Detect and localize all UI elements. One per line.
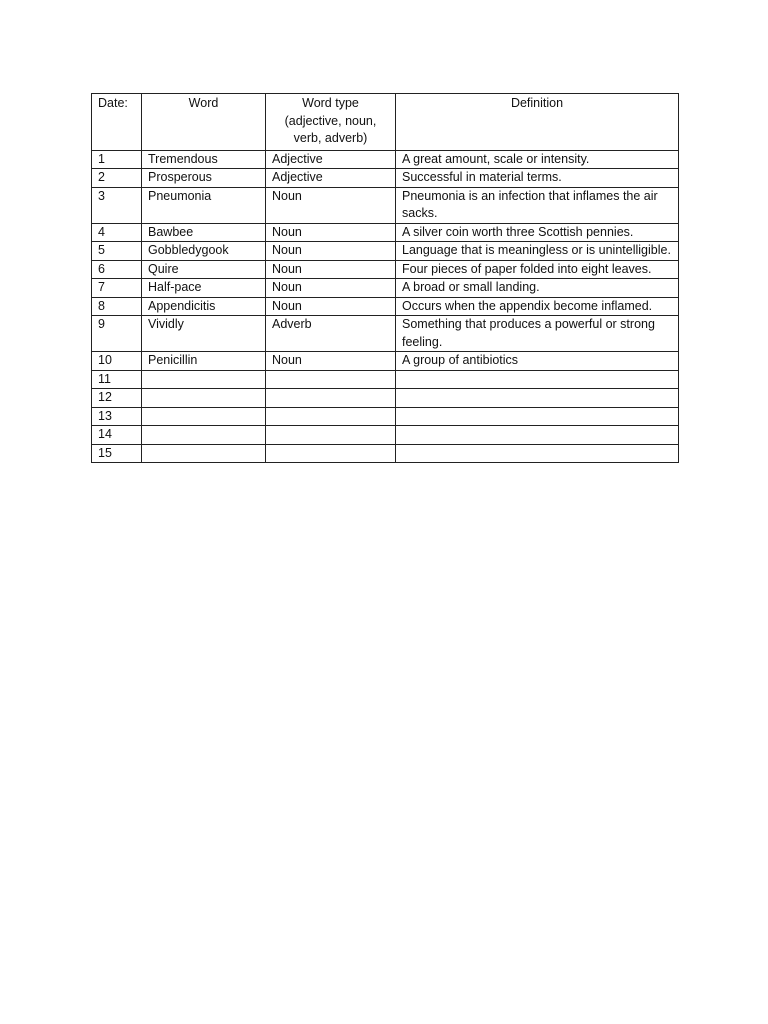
cell-definition: Language that is meaningless or is unintelligible. xyxy=(396,242,679,261)
cell-word-type: Noun xyxy=(266,352,396,371)
table-row xyxy=(92,260,679,279)
cell-date: 7 xyxy=(92,279,142,298)
cell-word xyxy=(142,444,266,463)
cell-date: 6 xyxy=(92,260,142,279)
cell-word-type xyxy=(266,407,396,426)
cell-date: 5 xyxy=(92,242,142,261)
cell-word-type xyxy=(266,389,396,408)
cell-date: 3 xyxy=(92,187,142,223)
table-row xyxy=(92,444,679,463)
cell-definition xyxy=(396,444,679,463)
cell-word-type: Noun xyxy=(266,223,396,242)
header-date: Date: xyxy=(92,94,142,151)
cell-date: 9 xyxy=(92,316,142,352)
cell-word-type xyxy=(266,370,396,389)
header-definition: Definition xyxy=(396,94,679,151)
cell-word-type: Noun xyxy=(266,279,396,298)
cell-word-type: Noun xyxy=(266,242,396,261)
cell-word xyxy=(142,407,266,426)
cell-date: 14 xyxy=(92,426,142,445)
cell-word: Prosperous xyxy=(142,169,266,188)
cell-definition xyxy=(396,407,679,426)
table-row xyxy=(92,370,679,389)
header-word: Word xyxy=(142,94,266,151)
cell-word-type xyxy=(266,444,396,463)
cell-word: Pneumonia xyxy=(142,187,266,223)
table-row xyxy=(92,389,679,408)
cell-date: 2 xyxy=(92,169,142,188)
cell-definition: A group of antibiotics xyxy=(396,352,679,371)
cell-word xyxy=(142,426,266,445)
table-row xyxy=(92,316,679,352)
header-word-type xyxy=(266,94,396,151)
cell-date: 4 xyxy=(92,223,142,242)
cell-word: Tremendous xyxy=(142,150,266,169)
cell-word-type: Adverb xyxy=(266,316,396,352)
cell-definition: Occurs when the appendix become inflamed. xyxy=(396,297,679,316)
table-row xyxy=(92,223,679,242)
table-row xyxy=(92,407,679,426)
table-row xyxy=(92,242,679,261)
cell-word: Gobbledygook xyxy=(142,242,266,261)
cell-word-type: Adjective xyxy=(266,169,396,188)
cell-date: 11 xyxy=(92,370,142,389)
cell-word-type: Adjective xyxy=(266,150,396,169)
cell-definition: A great amount, scale or intensity. xyxy=(396,150,679,169)
cell-date: 12 xyxy=(92,389,142,408)
cell-word: Bawbee xyxy=(142,223,266,242)
cell-definition: Four pieces of paper folded into eight leaves. xyxy=(396,260,679,279)
cell-word: Quire xyxy=(142,260,266,279)
cell-date: 8 xyxy=(92,297,142,316)
cell-definition: A broad or small landing. xyxy=(396,279,679,298)
header-word-type-line1: Word type xyxy=(302,96,359,110)
cell-definition: A silver coin worth three Scottish pennies. xyxy=(396,223,679,242)
cell-word: Half-pace xyxy=(142,279,266,298)
cell-definition: Pneumonia is an infection that inflames the air sacks. xyxy=(396,187,679,223)
vocabulary-table xyxy=(91,93,679,463)
cell-definition: Successful in material terms. xyxy=(396,169,679,188)
table-row xyxy=(92,279,679,298)
cell-word: Appendicitis xyxy=(142,297,266,316)
cell-word xyxy=(142,370,266,389)
cell-word: Vividly xyxy=(142,316,266,352)
header-word-type-line3: verb, adverb) xyxy=(293,131,368,145)
cell-word xyxy=(142,389,266,408)
cell-word: Penicillin xyxy=(142,352,266,371)
cell-definition: Something that produces a powerful or strong feeling. xyxy=(396,316,679,352)
cell-word-type: Noun xyxy=(266,260,396,279)
cell-definition xyxy=(396,370,679,389)
cell-word-type: Noun xyxy=(266,297,396,316)
table-row xyxy=(92,352,679,371)
cell-date: 10 xyxy=(92,352,142,371)
table-row xyxy=(92,297,679,316)
cell-date: 15 xyxy=(92,444,142,463)
table-row xyxy=(92,187,679,223)
cell-definition xyxy=(396,389,679,408)
cell-date: 1 xyxy=(92,150,142,169)
table-header-row xyxy=(92,94,679,151)
cell-date: 13 xyxy=(92,407,142,426)
table-row xyxy=(92,150,679,169)
cell-word-type: Noun xyxy=(266,187,396,223)
table-row xyxy=(92,169,679,188)
cell-definition xyxy=(396,426,679,445)
header-word-type-line2: (adjective, noun, xyxy=(284,113,377,128)
cell-word-type xyxy=(266,426,396,445)
table-row xyxy=(92,426,679,445)
